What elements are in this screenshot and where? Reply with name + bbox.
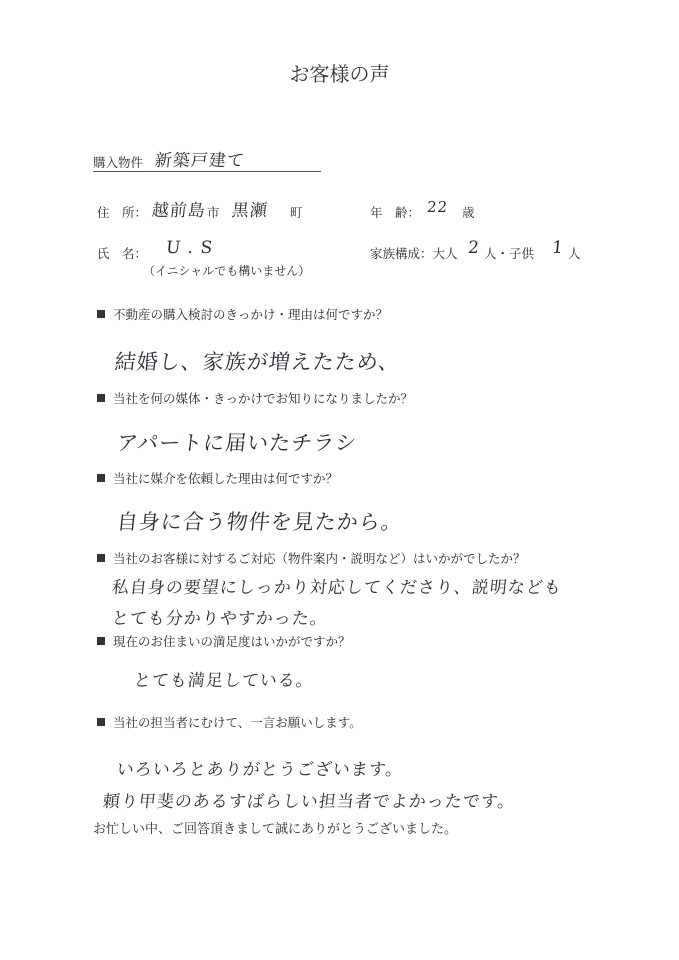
- family-label: 家族構成：大人: [370, 246, 458, 261]
- name-value: U . S: [164, 238, 215, 258]
- age-label: 年 齢：: [370, 205, 421, 220]
- family-adults: 2: [466, 238, 481, 258]
- page-title: お客様の声: [289, 62, 390, 86]
- answer-4-line-1: 私自身の要望にしっかり対応してくださり、説明なども: [110, 578, 563, 598]
- question-text: 不動産の購入検討のきっかけ・理由は何ですか？: [113, 307, 389, 322]
- purchase-property-value: 新築戸建て: [153, 151, 246, 171]
- answer-1: 結婚し、家族が増えたため、: [113, 350, 402, 374]
- closing-message: お忙しい中、ご回答頂きまして誠にありがとうございました。: [93, 822, 458, 837]
- purchase-property-row: [93, 147, 321, 172]
- answer-2: アパートに届いたチラシ: [115, 431, 359, 455]
- purchase-property-label: 購入物件: [93, 155, 144, 170]
- bullet-square-icon: [97, 394, 105, 402]
- address-city-suffix: 市: [207, 205, 220, 220]
- question-3: [97, 469, 338, 487]
- question-text: 当社の担当者にむけて、一言お願いします。: [113, 715, 362, 730]
- name-label: 氏 名：: [97, 246, 148, 261]
- question-5: [97, 632, 351, 650]
- question-6: [97, 713, 362, 731]
- address-town-suffix: 町: [290, 205, 303, 220]
- question-1: [97, 305, 388, 323]
- address-town: 黒瀬: [230, 201, 269, 221]
- bullet-square-icon: [97, 554, 105, 562]
- question-text: 現在のお住まいの満足度はいかがですか？: [113, 634, 351, 649]
- question-2: [97, 389, 413, 407]
- name-note: （イニシャルでも構いません）: [143, 264, 311, 278]
- bullet-square-icon: [97, 474, 105, 482]
- answer-6-line-2: 頼り甲斐のあるすばらしい担当者でよかったです。: [101, 792, 517, 812]
- answer-3: 自身に合う物件を見たから。: [115, 510, 405, 534]
- bullet-square-icon: [97, 637, 105, 645]
- age-suffix: 歳: [462, 205, 475, 220]
- age-value: 22: [426, 198, 450, 216]
- bullet-square-icon: [97, 718, 105, 726]
- answer-4-line-2: とても分かりやすかった。: [110, 609, 329, 629]
- question-text: 当社に媒介を依頼した理由は何ですか？: [113, 471, 339, 486]
- question-4: [97, 549, 526, 567]
- answer-6-line-1: いろいろとありがとうございます。: [115, 760, 405, 780]
- address-label: 住 所：: [97, 205, 148, 220]
- bullet-square-icon: [97, 310, 105, 318]
- family-mid: 人・子供: [484, 246, 535, 261]
- family-children: 1: [550, 238, 565, 258]
- address-city: 越前島: [150, 201, 207, 221]
- answer-5: とても満足している。: [132, 671, 315, 691]
- question-text: 当社を何の媒体・きっかけでお知りになりましたか？: [113, 391, 414, 406]
- question-text: 当社のお客様に対するご対応（物件案内・説明など）はいかがでしたか？: [113, 551, 526, 566]
- family-suffix: 人: [568, 246, 581, 261]
